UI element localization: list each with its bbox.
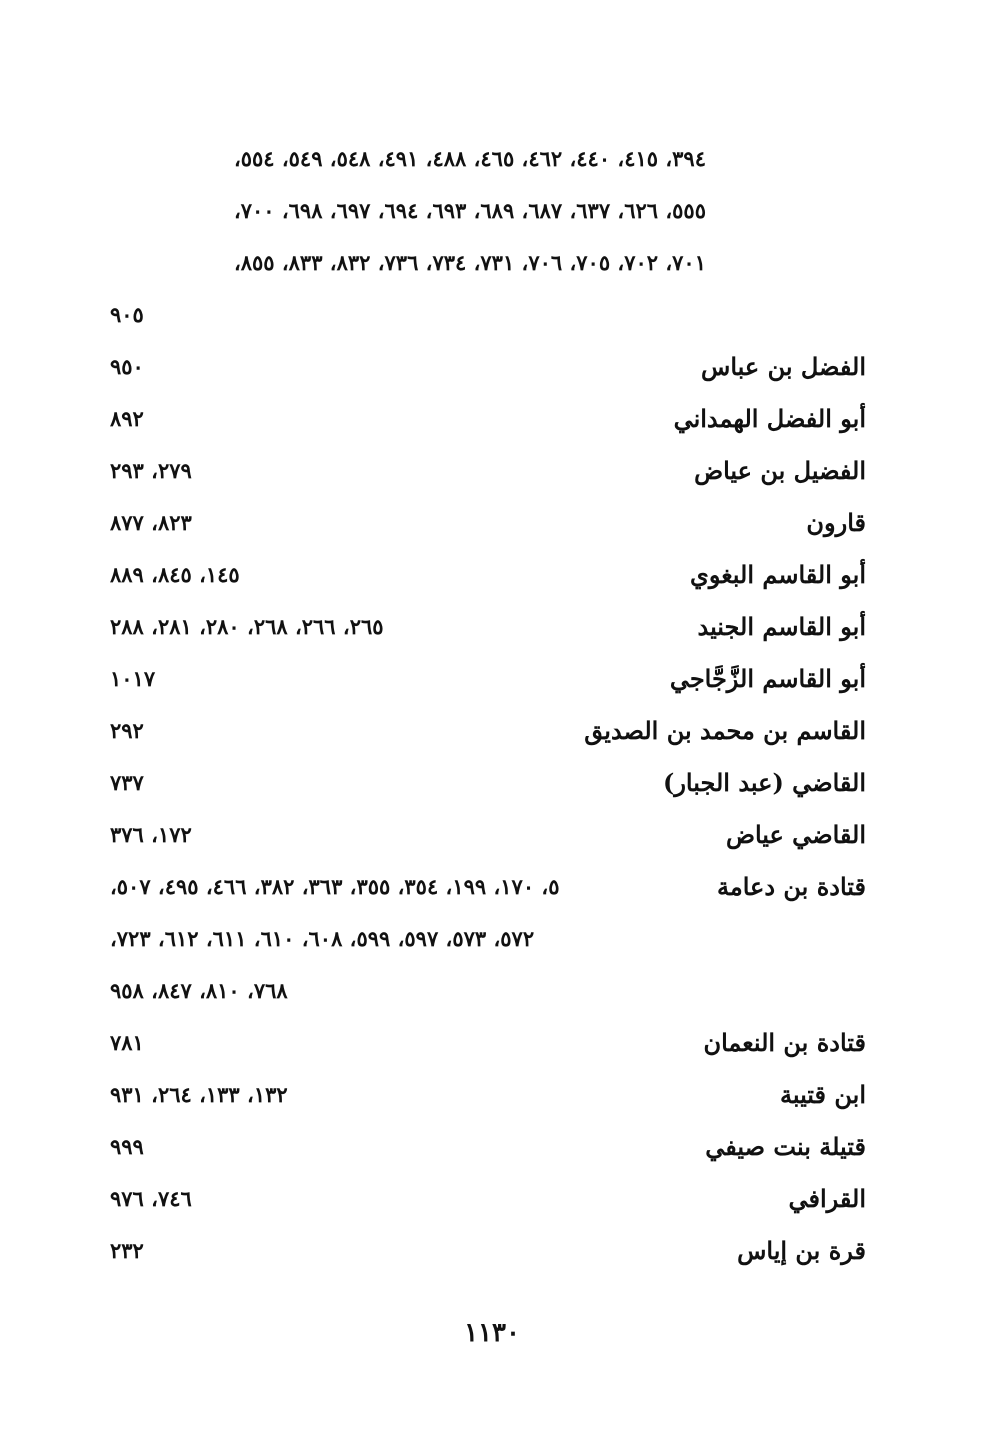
- page-refs: ٨٩٢: [110, 405, 144, 431]
- entry-name: أبو الفضل الهمداني: [673, 403, 866, 433]
- page-refs: ٢٣٢: [110, 1237, 144, 1263]
- list-item: [110, 1126, 870, 1166]
- entry-name: قارون: [806, 507, 866, 537]
- list-item: [110, 606, 870, 646]
- page-refs: ٧٨١: [110, 1029, 144, 1055]
- entry-name: الفضل بن عباس: [701, 351, 866, 381]
- entry-name: القرافي: [788, 1183, 866, 1213]
- entry-name: قرة بن إياس: [737, 1235, 866, 1265]
- list-item: [110, 398, 870, 438]
- list-item: [110, 762, 870, 802]
- page-refs: ٣٩٤، ٤١٥، ٤٤٠، ٤٦٢، ٤٦٥، ٤٨٨، ٤٩١، ٥٤٨، ٥٤٩، ٥٥٤،: [233, 145, 706, 171]
- list-item: [110, 346, 870, 386]
- entry-name: القاضي عياض: [725, 819, 866, 849]
- entry-name: القاضي (عبد الجبار): [662, 767, 866, 797]
- page-refs: ٩٩٩: [110, 1133, 144, 1159]
- list-item: [110, 970, 870, 1010]
- page-refs: ٧٠١، ٧٠٢، ٧٠٥، ٧٠٦، ٧٣١، ٧٣٤، ٧٣٦، ٨٣٢، ٨٣٣، ٨٥٥،: [233, 249, 706, 275]
- entry-name: قتيلة بنت صيفي: [705, 1131, 866, 1161]
- entry-name: أبو القاسم البغوي: [690, 559, 866, 589]
- page-refs: ٩٠٥: [110, 301, 144, 327]
- entry-name: قتادة بن النعمان: [703, 1027, 866, 1057]
- page-refs: ٥٥٥، ٦٢٦، ٦٣٧، ٦٨٧، ٦٨٩، ٦٩٣، ٦٩٤، ٦٩٧، ٦٩٨، ٧٠٠،: [233, 197, 706, 223]
- page-refs: ٨٢٣، ٨٧٧: [110, 509, 192, 535]
- list-item: [110, 814, 870, 854]
- page-refs: ١٠١٧: [110, 665, 156, 691]
- list-item: [110, 138, 870, 178]
- list-item: [110, 242, 870, 282]
- list-item: [110, 502, 870, 542]
- list-item: [110, 294, 870, 334]
- page-number: ١١٣٠: [464, 1318, 520, 1348]
- entry-name: ابن قتيبة: [779, 1079, 866, 1109]
- page-refs: ٥، ١٧٠، ١٩٩، ٣٥٤، ٣٥٥، ٣٦٣، ٣٨٢، ٤٦٦، ٤٩٥، ٥٠٧،: [110, 873, 560, 899]
- list-item: [110, 1022, 870, 1062]
- entry-name: أبو القاسم الجنيد: [697, 611, 866, 641]
- page-refs: ٧٣٧: [110, 769, 144, 795]
- list-item: [110, 450, 870, 490]
- list-item: [110, 190, 870, 230]
- list-item: [110, 918, 870, 958]
- page-refs: ٢٩٢: [110, 717, 144, 743]
- list-item: [110, 554, 870, 594]
- list-item: [110, 710, 870, 750]
- list-item: [110, 1178, 870, 1218]
- entry-name: أبو القاسم الزَّجَّاجي: [669, 663, 866, 693]
- page-refs: ٢٧٩، ٢٩٣: [110, 457, 192, 483]
- page-refs: ٧٦٨، ٨١٠، ٨٤٧، ٩٥٨: [110, 977, 288, 1003]
- page-refs: ٧٤٦، ٩٧٦: [110, 1185, 192, 1211]
- list-item: [110, 1074, 870, 1114]
- page-refs: ٢٦٥، ٢٦٦، ٢٦٨، ٢٨٠، ٢٨١، ٢٨٨: [110, 613, 384, 639]
- page-refs: ١٣٢، ١٣٣، ٢٦٤، ٩٣١: [110, 1081, 288, 1107]
- entry-name: قتادة بن دعامة: [717, 871, 866, 901]
- page-refs: ٩٥٠: [110, 353, 144, 379]
- page-refs: ٥٧٢، ٥٧٣، ٥٩٧، ٥٩٩، ٦٠٨، ٦١٠، ٦١١، ٦١٢، ٧٢٣،: [110, 925, 535, 951]
- page-refs: ١٤٥، ٨٤٥، ٨٨٩: [110, 561, 240, 587]
- list-item: [110, 658, 870, 698]
- page-refs: ١٧٢، ٣٧٦: [110, 821, 192, 847]
- entry-name: القاسم بن محمد بن الصديق: [584, 715, 866, 745]
- list-item: [110, 866, 870, 906]
- entry-name: الفضيل بن عياض: [694, 455, 866, 485]
- list-item: [110, 1230, 870, 1270]
